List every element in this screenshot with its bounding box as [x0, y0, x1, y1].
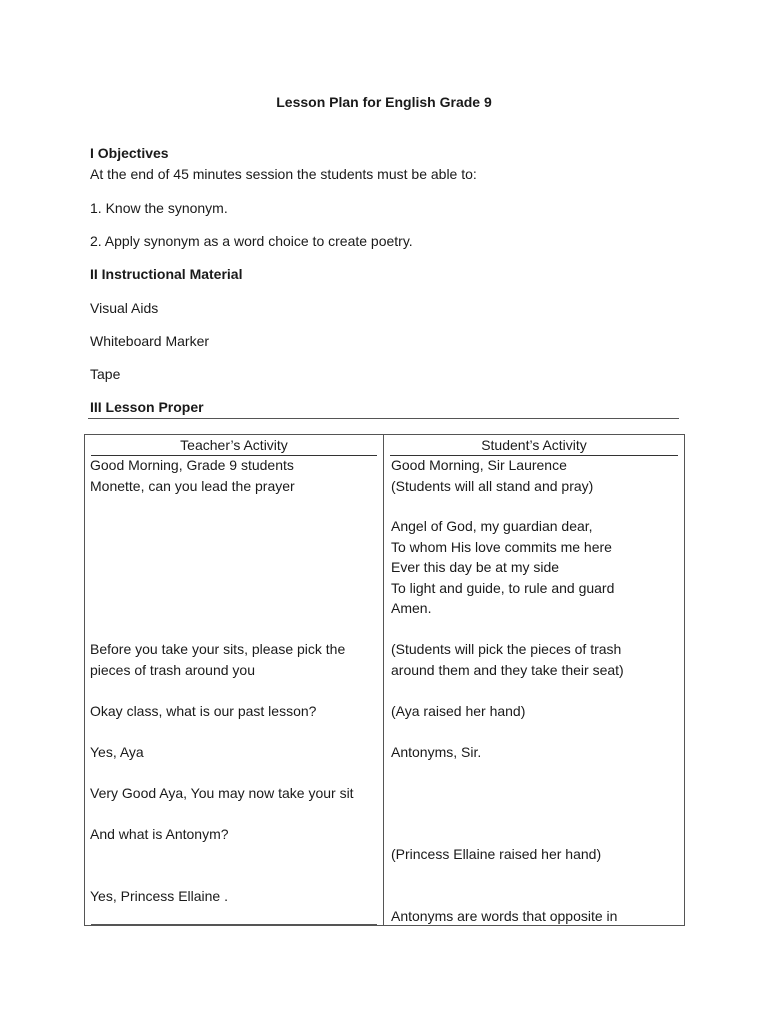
material-item: Tape: [90, 366, 121, 382]
student-line: Ever this day be at my side: [391, 559, 560, 575]
page-title: Lesson Plan for English Grade 9: [276, 94, 492, 110]
objective-item: 2. Apply synonym as a word choice to create poetry.: [90, 233, 413, 249]
student-line: To light and guide, to rule and guard: [391, 580, 615, 596]
activity-table: [84, 434, 685, 926]
teacher-line: pieces of trash around you: [90, 662, 255, 678]
student-line: (Students will all stand and pray): [391, 478, 594, 494]
teacher-line: Good Morning, Grade 9 students: [90, 457, 294, 473]
student-line: Angel of God, my guardian dear,: [391, 518, 593, 534]
student-line: Antonyms, Sir.: [391, 744, 482, 760]
student-line: around them and they take their seat): [391, 662, 624, 678]
objectives-heading: I Objectives: [90, 145, 169, 161]
teacher-line: Very Good Aya, You may now take your sit: [90, 785, 354, 801]
objective-item: 1. Know the synonym.: [90, 200, 228, 216]
student-activity-header: Student’s Activity: [481, 437, 587, 453]
lesson-heading: III Lesson Proper: [90, 399, 204, 415]
student-line: Good Morning, Sir Laurence: [391, 457, 567, 473]
student-line: To whom His love commits me here: [391, 539, 612, 555]
teacher-line: Before you take your sits, please pick the: [90, 641, 346, 657]
objectives-intro: At the end of 45 minutes session the students must be able to:: [90, 166, 477, 182]
material-item: Whiteboard Marker: [90, 333, 210, 349]
teacher-line: And what is Antonym?: [90, 826, 229, 842]
teacher-activity-header: Teacher’s Activity: [180, 437, 288, 453]
materials-heading: II Instructional Material: [90, 266, 243, 282]
student-line: Amen.: [391, 600, 432, 616]
teacher-line: Yes, Aya: [90, 744, 144, 760]
heading-rule: [88, 418, 679, 419]
student-line: (Students will pick the pieces of trash: [391, 641, 622, 657]
student-line: Antonyms are words that opposite in: [391, 908, 618, 924]
column-divider: [383, 435, 384, 925]
teacher-line: Yes, Princess Ellaine .: [90, 888, 228, 904]
teacher-line: Okay class, what is our past lesson?: [90, 703, 317, 719]
teacher-line: Monette, can you lead the prayer: [90, 478, 295, 494]
material-item: Visual Aids: [90, 300, 159, 316]
bottom-line: [91, 924, 377, 925]
student-line: (Aya raised her hand): [391, 703, 526, 719]
student-line: (Princess Ellaine raised her hand): [391, 846, 602, 862]
